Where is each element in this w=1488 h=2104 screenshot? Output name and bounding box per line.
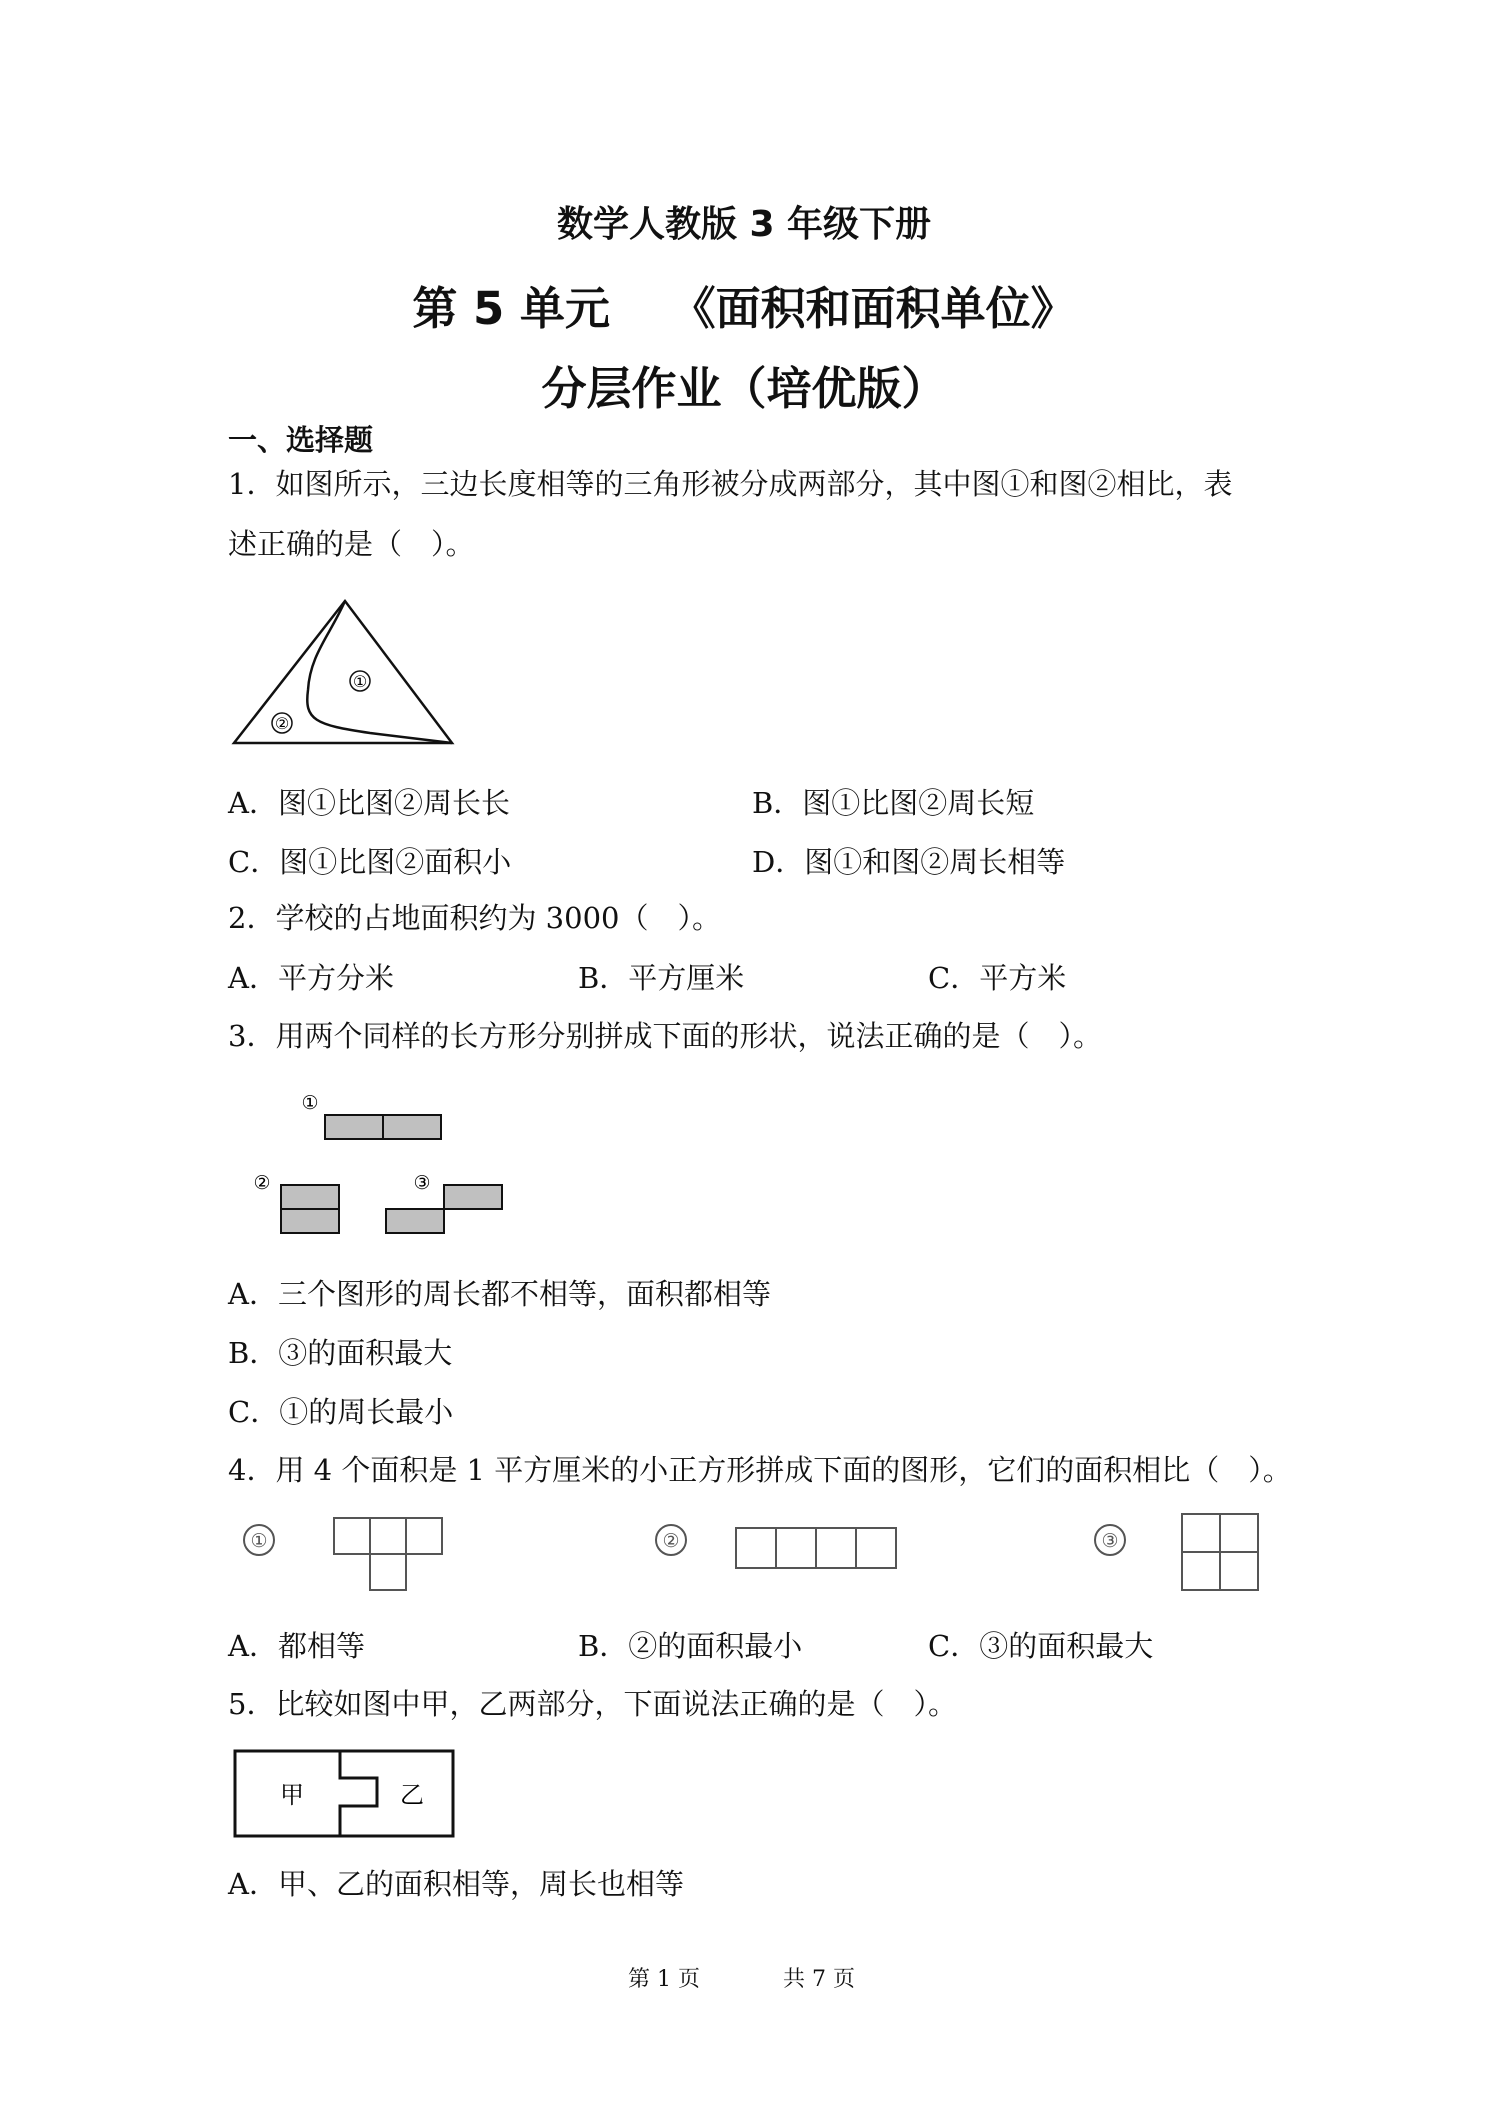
q3-fig-label-2: ② — [253, 1172, 271, 1194]
q1-fig-label-2: ② — [274, 714, 290, 733]
q1-option-c: C．图①比图②面积小 — [228, 845, 512, 879]
doc-title-unit: 第 5 单元 《面积和面积单位》 — [412, 282, 1076, 335]
doc-title-type: 分层作业（培优版） — [541, 362, 947, 415]
q1-text-line1: 1．如图所示，三边长度相等的三角形被分成两部分，其中图①和图②相比，表 — [228, 467, 1233, 501]
q5-text: 5．比较如图中甲，乙两部分，下面说法正确的是（ ）。 — [228, 1687, 957, 1721]
q2-option-a: A．平方分米 — [228, 961, 394, 995]
q1-option-d: D．图①和图②周长相等 — [752, 845, 1066, 879]
q3-option-a: A．三个图形的周长都不相等，面积都相等 — [228, 1277, 771, 1311]
q4-option-a: A．都相等 — [228, 1629, 365, 1663]
q5-label-jia: 甲 — [280, 1781, 304, 1809]
q2-option-b: B．平方厘米 — [578, 961, 745, 995]
q1-text-line2: 述正确的是（ ）。 — [228, 527, 475, 561]
q4-fig-label-3: ③ — [1101, 1530, 1119, 1552]
q5-label-yi: 乙 — [400, 1781, 424, 1809]
q4-squares-figure — [228, 1508, 1278, 1598]
q1-option-a: A．图①比图②周长长 — [228, 786, 510, 820]
q1-option-b: B．图①比图②周长短 — [752, 786, 1035, 820]
q4-text: 4．用 4 个面积是 1 平方厘米的小正方形拼成下面的图形，它们的面积相比（ ）。 — [228, 1453, 1292, 1487]
q1-fig-label-1: ① — [352, 672, 368, 691]
q5-split-rectangle-figure — [232, 1748, 458, 1840]
q5-option-a: A．甲、乙的面积相等，周长也相等 — [228, 1867, 684, 1901]
q4-fig-label-1: ① — [250, 1530, 268, 1552]
q4-fig-label-2: ② — [662, 1530, 680, 1552]
q4-option-b: B．②的面积最小 — [578, 1629, 803, 1663]
q3-option-c: C．①的周长最小 — [228, 1395, 454, 1429]
q4-option-c: C．③的面积最大 — [928, 1629, 1154, 1663]
q3-fig-label-3: ③ — [413, 1172, 431, 1194]
q3-text: 3．用两个同样的长方形分别拼成下面的形状，说法正确的是（ ）。 — [228, 1019, 1102, 1053]
q1-triangle-figure — [230, 595, 460, 750]
footer-page-number: 第 1 页 — [628, 1967, 700, 1992]
q2-text: 2．学校的占地面积约为 3000（ ）。 — [228, 901, 721, 935]
q3-fig-label-1: ① — [301, 1092, 319, 1114]
doc-title-grade: 数学人教版 3 年级下册 — [556, 204, 932, 245]
q3-option-b: B．③的面积最大 — [228, 1336, 453, 1370]
section-title-choice: 一、选择题 — [228, 423, 374, 457]
q2-option-c: C．平方米 — [928, 961, 1067, 995]
q3-rectangles-figure — [240, 1085, 520, 1240]
footer-total-pages: 共 7 页 — [783, 1967, 855, 1992]
